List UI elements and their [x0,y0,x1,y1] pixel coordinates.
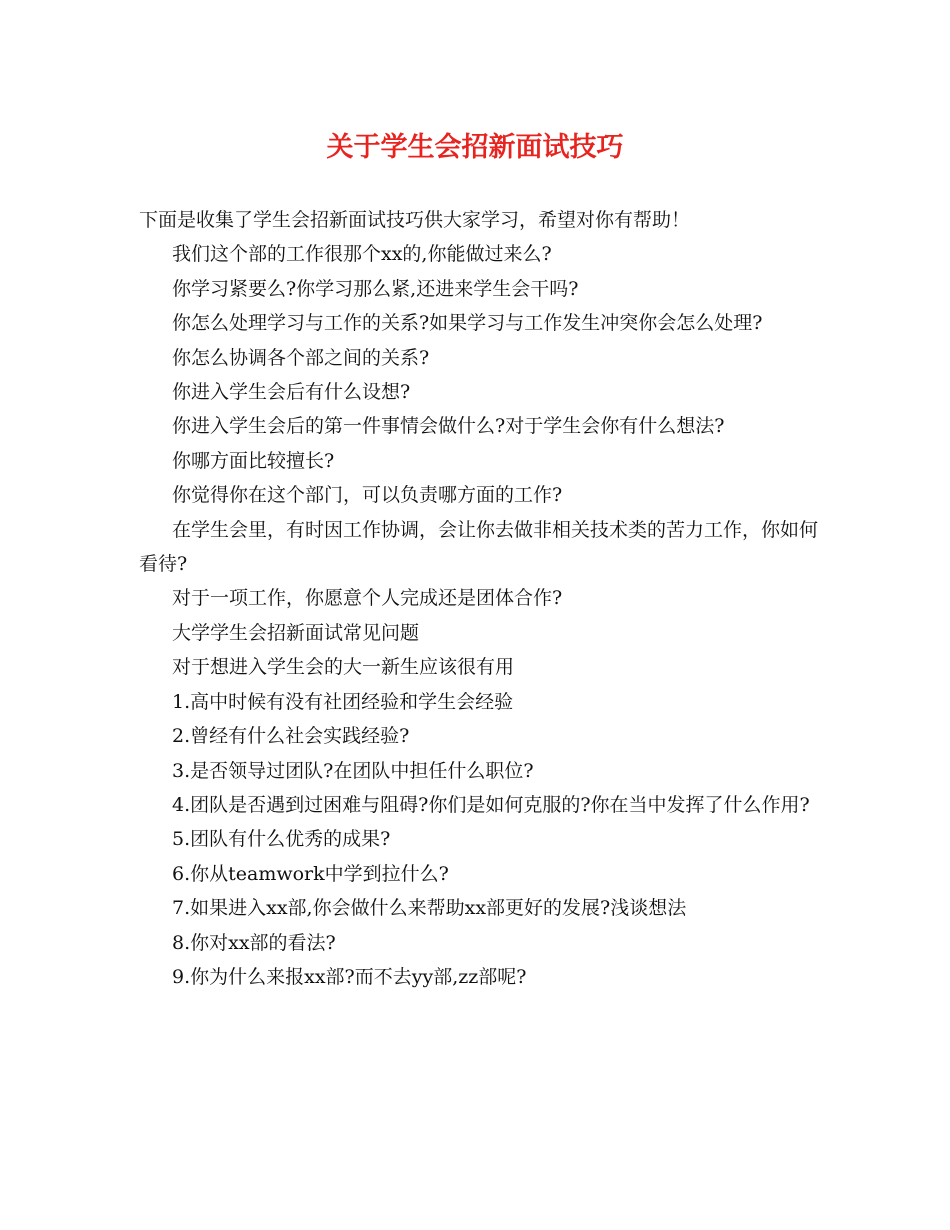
numbered-question: 9.你为什么来报xx部?而不去yy部,zz部呢? [172,965,527,988]
question-paragraph: 你进入学生会后有什么设想? [172,381,411,404]
document-body [139,203,819,994]
question-paragraph: 你学习紧要么?你学习那么紧,还进来学生会干吗? [172,277,579,300]
question-paragraph: 在学生会里，有时因工作协调，会让你去做非相关技术类的苦力工作，你如何看待? [139,518,819,576]
question-paragraph: 你怎么处理学习与工作的关系?如果学习与工作发生冲突你会怎么处理? [172,312,763,335]
question-paragraph: 你怎么协调各个部之间的关系? [172,346,430,369]
numbered-question: 4.团队是否遇到过困难与阻碍?你们是如何克服的?你在当中发挥了什么作用? [172,793,810,816]
numbered-question: 3.是否领导过团队?在团队中担任什么职位? [172,759,534,782]
document-title: 关于学生会招新面试技巧 [326,132,624,163]
question-paragraph: 对于一项工作，你愿意个人完成还是团体合作? [172,587,563,610]
numbered-question: 5.团队有什么优秀的成果? [172,828,391,851]
question-paragraph: 你觉得你在这个部门，可以负责哪方面的工作? [172,484,563,507]
numbered-question: 1.高中时候有没有社团经验和学生会经验 [172,690,514,713]
question-paragraph: 我们这个部的工作很那个xx的,你能做过来么? [172,243,552,266]
question-paragraph: 你进入学生会后的第一件事情会做什么?对于学生会你有什么想法? [172,415,725,438]
numbered-question: 7.如果进入xx部,你会做什么来帮助xx部更好的发展?浅谈想法 [172,897,687,920]
numbered-question: 8.你对xx部的看法? [172,931,336,954]
intro-paragraph: 下面是收集了学生会招新面试技巧供大家学习，希望对你有帮助！ [139,209,691,231]
numbered-question: 6.你从teamwork中学到拉什么? [172,862,449,885]
section-note: 对于想进入学生会的大一新生应该很有用 [172,656,515,679]
question-paragraph: 你哪方面比较擅长? [172,449,335,472]
numbered-question: 2.曾经有什么社会实践经验? [172,725,410,748]
section-heading: 大学学生会招新面试常见问题 [172,621,420,644]
